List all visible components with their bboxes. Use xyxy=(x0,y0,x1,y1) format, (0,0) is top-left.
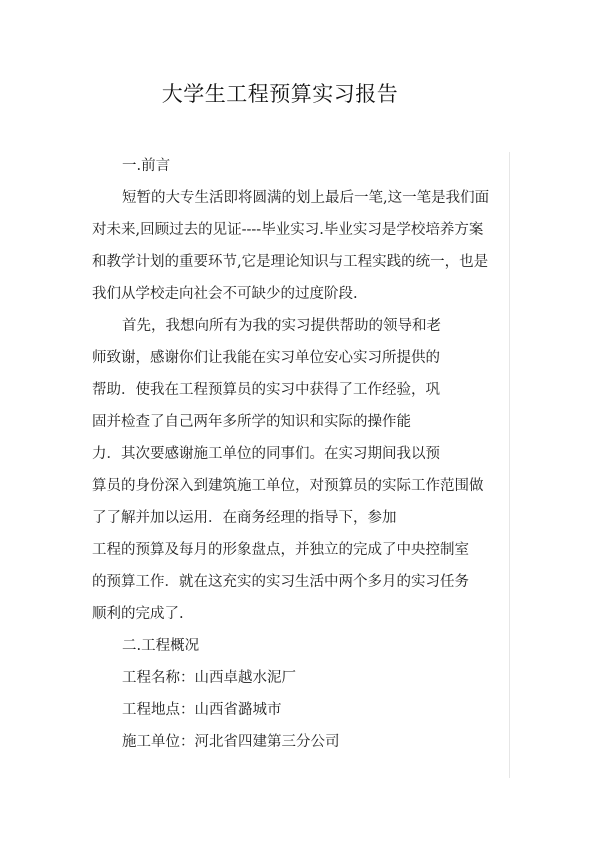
paragraph-line: 工程的预算及每月的形象盘点，并独立的完成了中央控制室 xyxy=(92,542,469,558)
paragraph-line: 顺利的完成了. xyxy=(92,606,184,622)
paragraph-line: 了了解并加以运用．在商务经理的指导下，参加 xyxy=(92,510,397,526)
paragraph-line: 帮助．使我在工程预算员的实习中获得了工作经验，巩 xyxy=(92,382,440,398)
section-heading-preface: 一.前言 xyxy=(122,158,171,174)
paragraph-line: 首先，我想向所有为我的实习提供帮助的领导和老 xyxy=(122,318,441,334)
construction-unit-line: 施工单位：河北省四建第三分公司 xyxy=(122,734,340,750)
paragraph-line: 我们从学校走向社会不可缺少的过度阶段. xyxy=(92,286,358,302)
section-heading-overview: 二.工程概况 xyxy=(122,638,200,654)
paragraph-line: 算员的身份深入到建筑施工单位，对预算员的实际工作范围做 xyxy=(92,478,484,494)
paragraph-line: 的预算工作．就在这充实的实习生活中两个多月的实习任务 xyxy=(92,574,469,590)
paragraph-line: 短暂的大专生活即将圆满的划上最后一笔,这一笔是我们面 xyxy=(122,190,490,206)
paragraph-line: 师致谢，感谢你们让我能在实习单位安心实习所提供的 xyxy=(92,350,440,366)
paragraph-line: 力．其次要感谢施工单位的同事们。在实习期间我以预 xyxy=(92,446,440,462)
project-location-line: 工程地点：山西省潞城市 xyxy=(122,702,282,718)
paragraph-line: 对未来,回顾过去的见证----毕业实习.毕业实习是学校培养方案 xyxy=(92,222,484,238)
paragraph-line: 和教学计划的重要环节,它是理论知识与工程实践的统一，也是 xyxy=(92,254,489,270)
paragraph-line: 固并检查了自己两年多所学的知识和实际的操作能 xyxy=(92,414,411,430)
page-title: 大学生工程预算实习报告 xyxy=(161,82,399,106)
project-name-line: 工程名称：山西卓越水泥厂 xyxy=(122,670,296,686)
